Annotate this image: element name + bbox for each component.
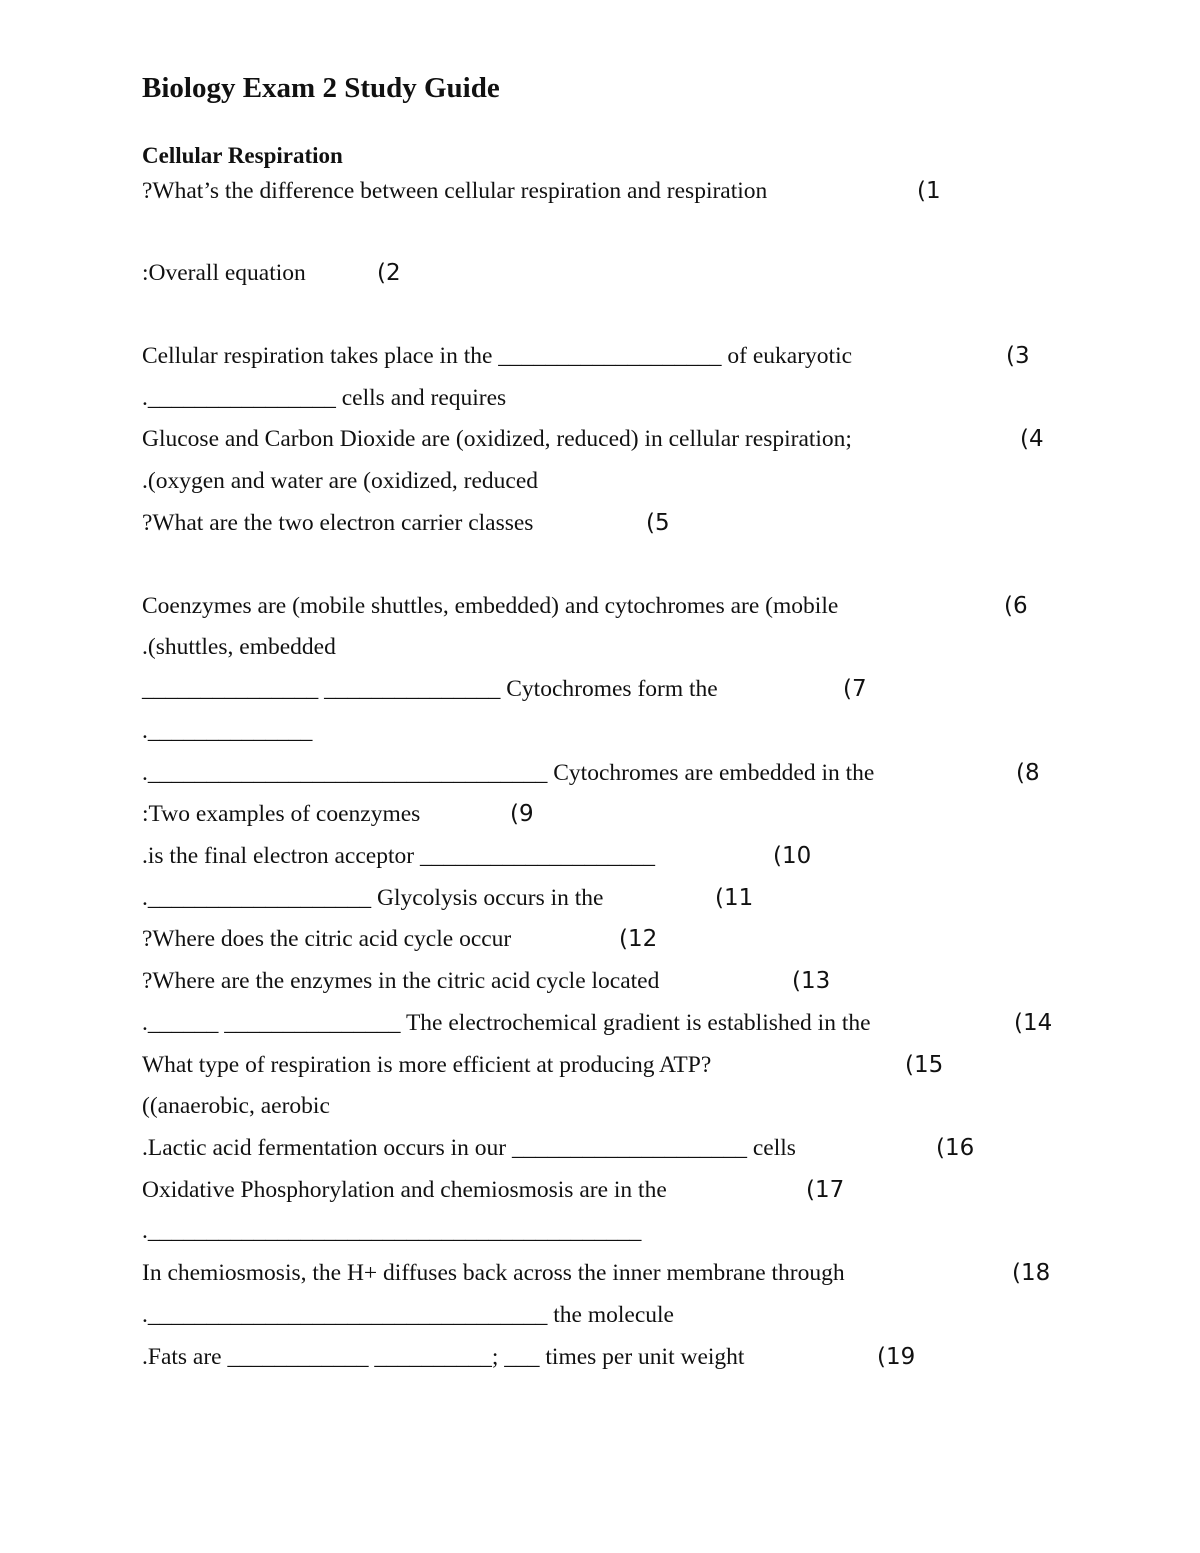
question-line: .__________________________________ Cytochromes are embedded in the bbox=[142, 760, 875, 786]
question-line: What type of respiration is more efficient at producing ATP? bbox=[142, 1052, 712, 1078]
question-line: Glucose and Carbon Dioxide are (oxidized, reduced) in cellular respiration; bbox=[142, 426, 852, 452]
question-line: In chemiosmosis, the H+ diffuses back across the inner membrane through bbox=[142, 1260, 845, 1286]
question-number: (11 bbox=[715, 885, 754, 911]
question-line: Oxidative Phosphorylation and chemiosmosis are in the bbox=[142, 1177, 667, 1203]
question-line: :Two examples of coenzymes bbox=[142, 801, 421, 827]
question-line: :Overall equation bbox=[142, 260, 306, 286]
question-number: (8 bbox=[1016, 760, 1040, 786]
question-line: ?What’s the difference between cellular respiration and respiration bbox=[142, 178, 768, 204]
question-number: (18 bbox=[1012, 1260, 1051, 1286]
question-line: ?Where does the citric acid cycle occur bbox=[142, 926, 512, 952]
question-number: (3 bbox=[1006, 343, 1030, 369]
question-number: (2 bbox=[377, 260, 401, 286]
question-line: .__________________________________________ bbox=[142, 1218, 642, 1244]
question-number: (15 bbox=[905, 1052, 944, 1078]
question-line: .__________________________________ the molecule bbox=[142, 1302, 674, 1328]
section-heading: Cellular Respiration bbox=[142, 143, 343, 168]
question-line: .______________ bbox=[142, 718, 313, 744]
question-number: (5 bbox=[646, 510, 670, 536]
question-number: (16 bbox=[936, 1135, 975, 1161]
question-line: _______________ _______________ Cytochromes form the bbox=[142, 676, 718, 702]
question-line: .________________ cells and requires bbox=[142, 385, 507, 411]
question-number: (1 bbox=[917, 178, 941, 204]
question-number: (4 bbox=[1020, 426, 1044, 452]
document-title: Biology Exam 2 Study Guide bbox=[142, 72, 500, 104]
question-line: .___________________ Glycolysis occurs in the bbox=[142, 885, 604, 911]
question-number: (9 bbox=[510, 801, 534, 827]
question-line: ?Where are the enzymes in the citric acid cycle located bbox=[142, 968, 660, 994]
question-number: (12 bbox=[619, 926, 658, 952]
question-number: (7 bbox=[843, 676, 867, 702]
question-line: ((anaerobic, aerobic bbox=[142, 1093, 330, 1119]
question-number: (6 bbox=[1004, 593, 1028, 619]
question-number: (14 bbox=[1014, 1010, 1053, 1036]
question-number: (17 bbox=[806, 1177, 845, 1203]
question-line: .Fats are ____________ __________; ___ times per unit weight bbox=[142, 1344, 745, 1370]
question-line: .(shuttles, embedded bbox=[142, 634, 336, 660]
question-number: (10 bbox=[773, 843, 812, 869]
question-line: ?What are the two electron carrier classes bbox=[142, 510, 534, 536]
question-line: .is the final electron acceptor ____________________ bbox=[142, 843, 655, 869]
question-line: Cellular respiration takes place in the ___________________ of eukaryotic bbox=[142, 343, 853, 369]
question-line: .(oxygen and water are (oxidized, reduced bbox=[142, 468, 539, 494]
question-number: (13 bbox=[792, 968, 831, 994]
question-line: .______ _______________ The electrochemical gradient is established in the bbox=[142, 1010, 871, 1036]
question-line: Coenzymes are (mobile shuttles, embedded) and cytochromes are (mobile bbox=[142, 593, 839, 619]
question-line: .Lactic acid fermentation occurs in our ____________________ cells bbox=[142, 1135, 796, 1161]
question-number: (19 bbox=[877, 1344, 916, 1370]
